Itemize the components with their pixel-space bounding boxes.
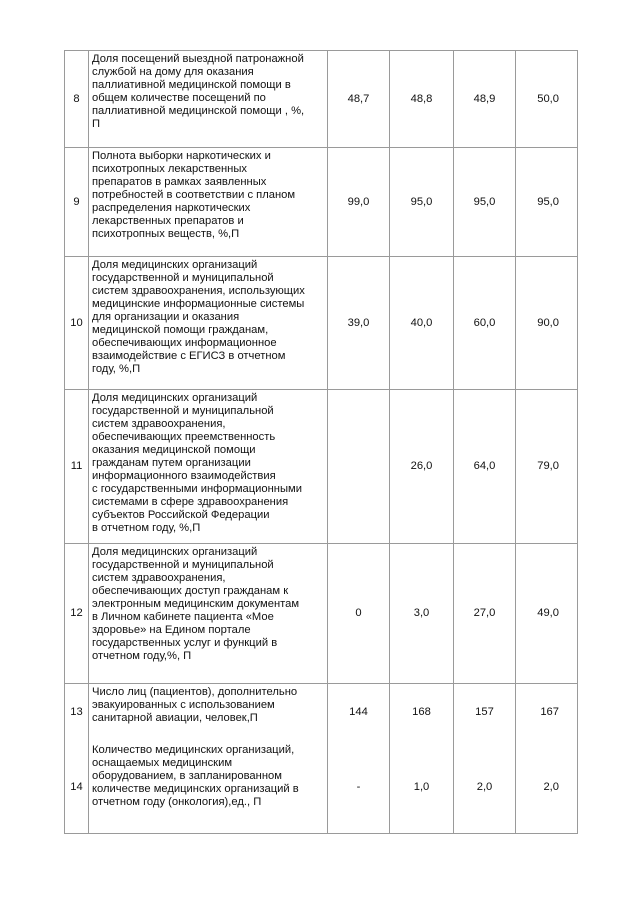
table-row — [65, 544, 578, 684]
value-cell — [328, 390, 390, 544]
description-line: Количество медицинских организаций, — [92, 743, 295, 756]
description-line: гражданам путем организации — [92, 457, 251, 469]
description-line: субъектов Российской Федерации — [92, 509, 270, 521]
description-line: психотропных лекарственных — [92, 163, 247, 175]
row-number: 14 — [65, 742, 89, 834]
value-cell: 95,0 — [390, 148, 454, 257]
value-cell: 48,8 — [390, 51, 454, 148]
value-cell: 60,0 — [454, 257, 516, 390]
row-number: 11 — [65, 390, 89, 544]
value-cell: 1,0 — [390, 742, 454, 834]
value-cell: 168 — [390, 684, 454, 742]
indicator-description — [89, 51, 328, 148]
description-line: Доля медицинских организаций — [92, 546, 258, 558]
value-cell: 0 — [328, 544, 390, 684]
value-cell: 48,7 — [328, 51, 390, 148]
description-line: психотропных веществ, %,П — [92, 228, 240, 240]
value-cell: 99,0 — [328, 148, 390, 257]
row-number: 10 — [65, 257, 89, 390]
value-cell: 40,0 — [390, 257, 454, 390]
description-line: государственных услуг и функций в — [92, 637, 278, 649]
row-number: 9 — [65, 148, 89, 257]
description-line: паллиативной медицинской помощи , %, — [92, 105, 305, 117]
description-line: оказания медицинской помощи — [92, 444, 256, 456]
value-cell: 79,0 — [516, 390, 578, 544]
table-row — [65, 684, 578, 742]
description-line: государственной и муниципальной — [92, 405, 274, 417]
table-row — [65, 148, 578, 257]
description-line: взаимодействие с ЕГИСЗ в отчетном — [92, 350, 286, 362]
indicator-description — [89, 257, 328, 390]
description-line: обеспечивающих доступ гражданам к — [92, 585, 289, 597]
description-line: отчетном году (онкология),ед., П — [92, 795, 262, 808]
description-line: эвакуированных с использованием — [92, 699, 275, 711]
indicator-description — [89, 544, 328, 684]
description-line: паллиативной медицинской помощи в — [92, 79, 291, 91]
table-row — [65, 390, 578, 544]
description-line: государственной и муниципальной — [92, 272, 274, 284]
row-number: 8 — [65, 51, 89, 148]
description-line: систем здравоохранения, использующих — [92, 285, 305, 297]
description-line: обеспечивающих преемственность — [92, 431, 276, 443]
table-body — [65, 51, 578, 834]
description-line: Доля посещений выездной патронажной — [92, 53, 304, 65]
value-cell: 95,0 — [516, 148, 578, 257]
description-line: системами в сфере здравоохранения — [92, 496, 289, 508]
description-line: систем здравоохранения, — [92, 572, 226, 584]
indicator-description — [89, 390, 328, 544]
row-number: 13 — [65, 684, 89, 742]
table-row — [65, 51, 578, 148]
description-line: систем здравоохранения, — [92, 418, 226, 430]
value-cell: 144 — [328, 684, 390, 742]
description-line: П — [92, 118, 101, 130]
description-line: году, %,П — [92, 363, 141, 375]
description-line: потребностей в соответствии с планом — [92, 189, 296, 201]
value-cell: 90,0 — [516, 257, 578, 390]
description-line: обеспечивающих информационное — [92, 337, 277, 349]
description-line: оборудованием, в запланированном — [92, 769, 282, 782]
description-line: здоровье» на Едином портале — [92, 624, 251, 636]
table-row — [65, 742, 578, 834]
value-cell: 39,0 — [328, 257, 390, 390]
value-cell: 95,0 — [454, 148, 516, 257]
value-cell: 49,0 — [516, 544, 578, 684]
value-cell: 2,0 — [454, 742, 516, 834]
row-number: 12 — [65, 544, 89, 684]
description-line: с государственными информационными — [92, 483, 302, 495]
description-line: распределения наркотических — [92, 202, 251, 214]
description-line: лекарственных препаратов и — [92, 215, 244, 227]
value-cell: 26,0 — [390, 390, 454, 544]
value-cell: - — [328, 742, 390, 834]
description-line: в Личном кабинете пациента «Мое — [92, 611, 274, 623]
value-cell: 64,0 — [454, 390, 516, 544]
description-line: количестве медицинских организаций в — [92, 782, 299, 795]
value-cell: 157 — [454, 684, 516, 742]
value-cell: 3,0 — [390, 544, 454, 684]
description-line: электронным медицинским документам — [92, 598, 300, 610]
description-line: Доля медицинских организаций — [92, 259, 258, 271]
indicator-description — [89, 148, 328, 257]
description-line: медицинские информационные системы — [92, 298, 305, 310]
description-line: для организации и оказания — [92, 311, 240, 323]
description-line: Доля медицинских организаций — [92, 392, 258, 404]
value-cell: 48,9 — [454, 51, 516, 148]
description-line: общем количестве посещений по — [92, 92, 266, 104]
indicator-description — [89, 742, 328, 834]
description-line: Число лиц (пациентов), дополнительно — [92, 686, 298, 698]
description-line: государственной и муниципальной — [92, 559, 274, 571]
description-line: информационного взаимодействия — [92, 470, 276, 482]
description-line: отчетном году,%, П — [92, 650, 192, 662]
description-line: санитарной авиации, человек,П — [92, 712, 258, 724]
value-cell: 50,0 — [516, 51, 578, 148]
indicators-table — [64, 50, 578, 834]
table-row — [65, 257, 578, 390]
value-cell: 2,0 — [516, 742, 578, 834]
description-line: оснащаемых медицинским — [92, 756, 233, 769]
indicator-description — [89, 684, 328, 742]
value-cell: 167 — [516, 684, 578, 742]
description-line: медицинской помощи гражданам, — [92, 324, 269, 336]
description-line: в отчетном году, %,П — [92, 522, 201, 534]
value-cell: 27,0 — [454, 544, 516, 684]
description-line: Полнота выборки наркотических и — [92, 150, 271, 162]
description-line: препаратов в рамках заявленных — [92, 176, 267, 188]
description-line: службой на дому для оказания — [92, 66, 254, 78]
